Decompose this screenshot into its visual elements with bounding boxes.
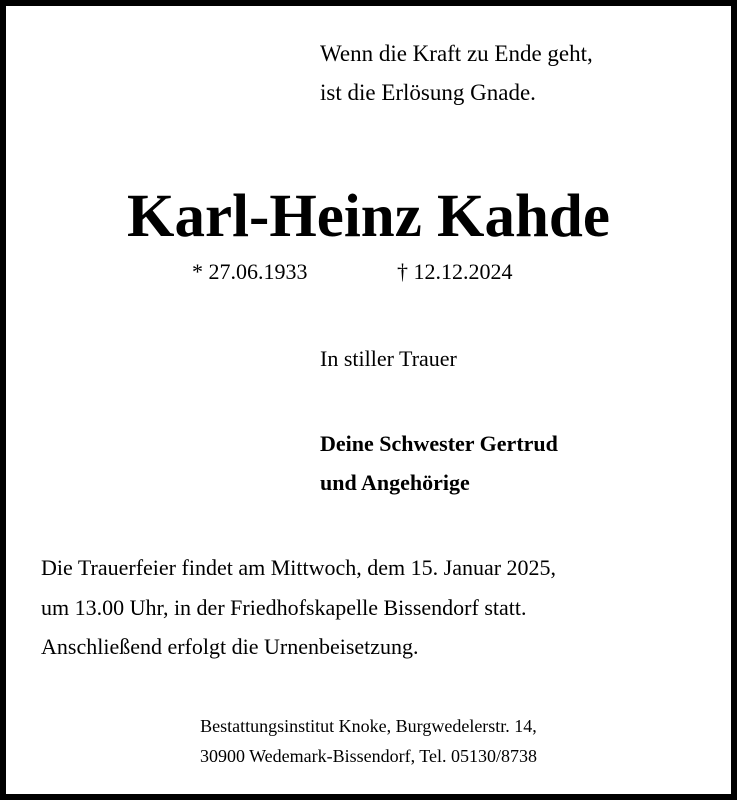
ceremony-line-1: Die Trauerfeier findet am Mittwoch, dem 15. Januar 2025, — [41, 555, 557, 580]
funeral-home-line-2: 30900 Wedemark-Bissendorf, Tel. 05130/8738 — [199, 746, 538, 766]
funeral-home-line-1: Bestattungsinstitut Knoke, Burgwedelerstr. 14, — [200, 716, 537, 736]
ceremony-line-3: Anschließend erfolgt die Urnenbeisetzung. — [41, 634, 419, 659]
ceremony-line-2: um 13.00 Uhr, in der Friedhofskapelle Bissendorf statt. — [41, 595, 527, 620]
mourners-line-2: und Angehörige — [320, 470, 470, 495]
death-date: † 12.12.2024 — [397, 259, 513, 284]
mourning-phrase: In stiller Trauer — [320, 346, 457, 371]
birth-date: * 27.06.1933 — [192, 259, 308, 284]
deceased-name: Karl-Heinz Kahde — [127, 183, 610, 250]
motto-line-1: Wenn die Kraft zu Ende geht, — [320, 41, 593, 66]
mourners-line-1: Deine Schwester Gertrud — [320, 431, 558, 456]
motto-line-2: ist die Erlösung Gnade. — [320, 80, 536, 105]
